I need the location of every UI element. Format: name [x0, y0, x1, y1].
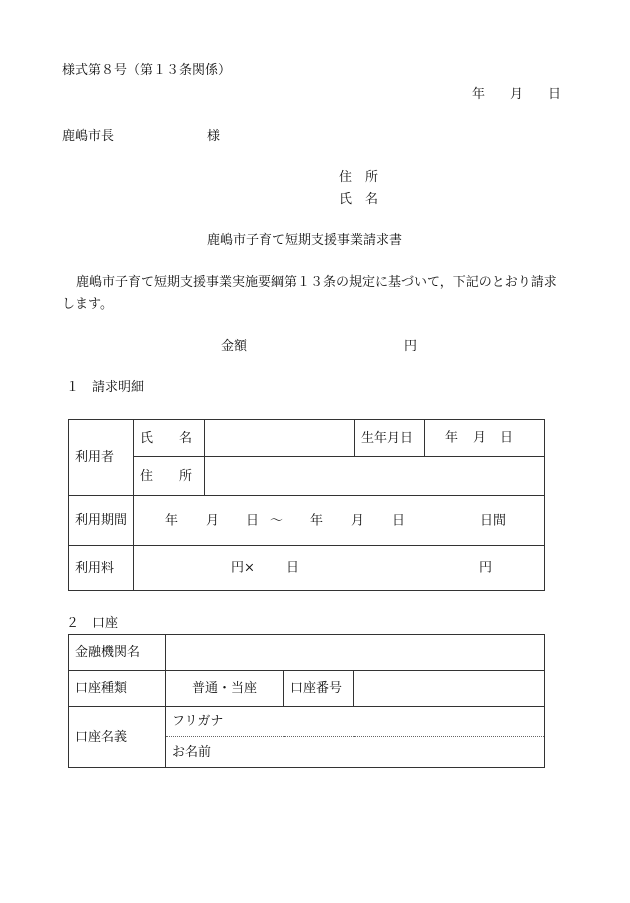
- document-title: 鹿嶋市子育て短期支援事業請求書: [207, 233, 403, 248]
- request-detail-table: [68, 419, 545, 591]
- fee-yen-times: 円×: [231, 560, 255, 576]
- period-day-1: 日: [246, 513, 260, 528]
- account-type-label: 口座種類: [75, 681, 128, 696]
- user-label-cell: [69, 420, 134, 496]
- account-number-label-cell: [284, 671, 354, 707]
- addressee-mayor: 鹿嶋市長: [62, 129, 115, 144]
- amount-label: 金額: [221, 339, 248, 354]
- account-type-field[interactable]: [166, 671, 284, 707]
- holder-name-field[interactable]: [166, 737, 545, 768]
- period-year-2: 年: [310, 513, 324, 528]
- account-number-field[interactable]: [354, 671, 545, 707]
- furigana-label: フリガナ: [172, 714, 224, 729]
- period-label: 利用期間: [75, 513, 128, 528]
- fee-label-cell: [69, 546, 134, 591]
- birth-label: 生年月日: [361, 430, 414, 446]
- birth-label-cell: [355, 420, 425, 457]
- account-holder-label: 口座名義: [75, 729, 128, 745]
- period-tilde: ～: [270, 513, 284, 528]
- bank-label: 金融機関名: [75, 645, 141, 660]
- birth-year-label: 年: [445, 430, 459, 446]
- fee-total-unit: 円: [479, 560, 493, 576]
- amount-unit: 円: [404, 339, 418, 354]
- birth-date-field[interactable]: [425, 420, 545, 457]
- period-field[interactable]: [134, 496, 545, 546]
- bank-account-table: [68, 634, 545, 768]
- addressee-honorific: 様: [207, 129, 221, 144]
- period-day-2: 日: [392, 513, 406, 528]
- account-number-label: 口座番号: [290, 681, 343, 696]
- date-month-label: 月: [510, 87, 524, 102]
- period-month-2: 月: [351, 513, 365, 528]
- section1-title: １ 請求明細: [66, 380, 145, 395]
- date-year-label: 年: [472, 87, 486, 102]
- fee-label: 利用料: [75, 560, 115, 576]
- furigana-field[interactable]: [166, 707, 545, 737]
- form-number: 様式第８号（第１３条関係）: [62, 63, 232, 78]
- bank-label-cell: [69, 635, 166, 671]
- name-label-cell: [134, 420, 205, 457]
- bank-name-field[interactable]: [166, 635, 545, 671]
- period-label-cell: [69, 496, 134, 546]
- name-label: 氏 名: [140, 430, 193, 446]
- birth-month-label: 月: [473, 430, 487, 446]
- user-label: 利用者: [75, 450, 115, 465]
- account-holder-label-cell: [69, 707, 166, 768]
- body-line-1: 鹿嶋市子育て短期支援事業実施要綱第１３条の規定に基づいて，下記のとおり請求: [76, 275, 557, 290]
- date-day-label: 日: [548, 87, 562, 102]
- address-field[interactable]: [205, 457, 545, 496]
- fee-days-unit: 日: [286, 560, 300, 576]
- account-type-label-cell: [69, 671, 166, 707]
- name-field[interactable]: [205, 420, 355, 457]
- body-line-2: します。: [62, 297, 113, 312]
- applicant-address-label: 住 所: [339, 170, 379, 185]
- period-month-1: 月: [206, 513, 220, 528]
- fee-field[interactable]: [134, 546, 545, 591]
- address-label-cell: [134, 457, 205, 496]
- address-label: 住 所: [140, 468, 193, 484]
- account-type-value: 普通・当座: [191, 681, 257, 696]
- section2-title: ２ 口座: [66, 616, 119, 631]
- applicant-name-label: 氏 名: [339, 192, 379, 207]
- period-days-unit: 日間: [480, 513, 507, 528]
- birth-day-label: 日: [500, 430, 514, 446]
- period-year-1: 年: [165, 513, 179, 528]
- holder-name-label: お名前: [172, 744, 212, 760]
